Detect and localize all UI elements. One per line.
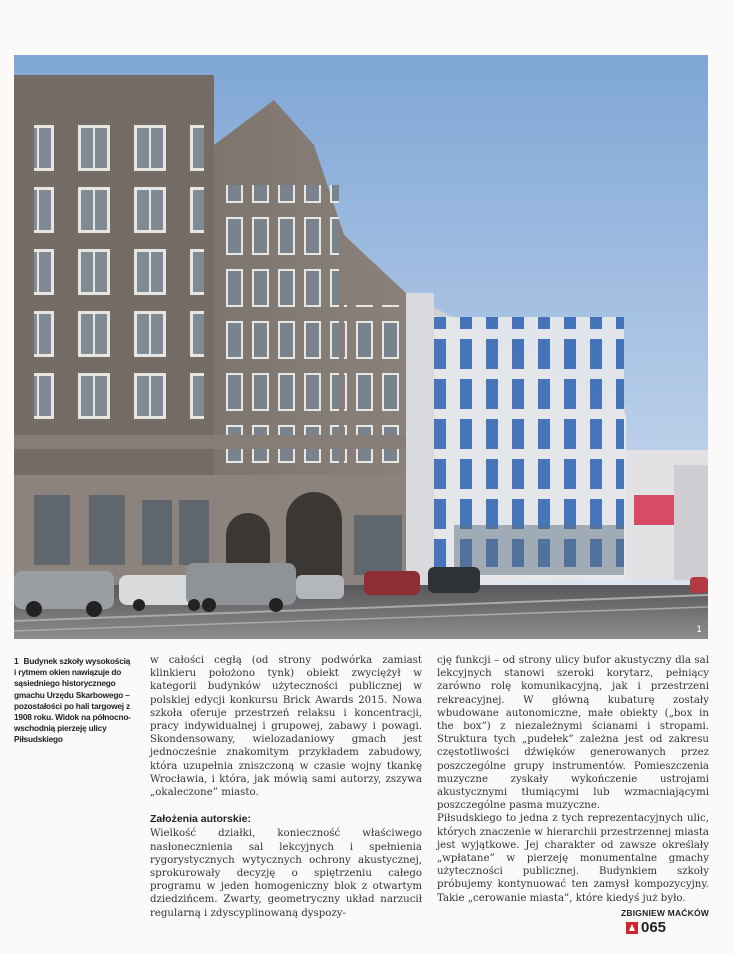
- photo-caption: [14, 656, 132, 746]
- page-number: 065: [641, 919, 667, 936]
- caption-number: 1: [14, 656, 19, 666]
- column1-paragraph-1: w całości cegłą (od strony podwórka zamiast klinkieru położono tynk) obiekt zwyciężył w kategorii budynków użyteczności publicznej w polskiej edycji konkursu Brick Awards 2015. Nowa szkoła oferuje przestrzeń relaksu i koncentracji, pracy indywidualnej i grupowej, zabawy i powagi. Skondensowany, wielozadaniowy gmach jest jednocześnie znakomitym przykładem zabudowy, która uzupełnia zniszczoną w czasie wojny tkankę Wrocławia, i która, jak mówią sami autorzy, zszywa „okaleczone” miasto.: [150, 655, 422, 799]
- text-column-1: [150, 654, 422, 920]
- street-photo: [14, 55, 708, 639]
- column2-paragraph-2: Piłsudskiego to jedna z tych reprezentacyjnych ulic, których znaczenie w hierarchii przestrzennej miasta jest wyjątkowe. Jej charakter od zawsze określały „wpłatane” w pierzeję monumentalne gmachy użyteczności publicznej. Budynkiem szkoły próbujemy kontynuować ten zamysł kompozycyjny. Takie „cerowanie miasta”, które kiedyś już było.: [437, 813, 709, 904]
- text-column-2: [437, 654, 709, 920]
- page-number-block: [626, 919, 666, 936]
- section-heading: Założenia autorskie:: [150, 813, 251, 826]
- magazine-logo-icon: [626, 922, 638, 934]
- column1-paragraph-2: Wielkość działki, konieczność właściwego nasłonecznienia sal lekcyjnych i spełnienia rygorystycznych wytycznych ochrony akustycznej, sprokurowały decyzję o spiętrzeniu całego programu w jeden homogeniczny blok z otwartym dziedzińcem. Zwarty, geometryczny układ narzucił regularną i zdyscyplinowaną dyspozy-: [150, 828, 422, 919]
- caption-text: Budynek szkoły wysokością i rytmem okien nawiązuje do sąsiedniego historycznego gmachu Urzędu Skarbowego – pozostałości po hali targowej z 1908 roku. Widok na północno-wschodnią pierzeję ulicy Piłsudskiego: [14, 656, 131, 745]
- street-photo-illustration: [14, 55, 708, 639]
- photo-number: 1: [696, 625, 702, 635]
- column2-paragraph-1: cję funkcji – od strony ulicy bufor akustyczny dla sal lekcyjnych stanowi szeroki korytarz, pełniący zarówno rolę komunikacyjną, jak i przestrzeni rekreacyjnej. W główną kubaturę zostały wbudowane autonomiczne, małe obiekty („box in the box”) z niezależnymi ścianami i stropami. Struktura tych „pudełek” zależna jest od zakresu częstotliwości dźwięków generowanych przez poszczególne grupy instrumentów. Pomieszczenia muzyczne zyskały wykończenie ustrojami akustycznymi tłumiącymi lub wzmacniającymi poszczególne pasma muzyczne.: [437, 655, 709, 812]
- author-name: ZBIGNIEW MAĆKÓW: [621, 907, 709, 918]
